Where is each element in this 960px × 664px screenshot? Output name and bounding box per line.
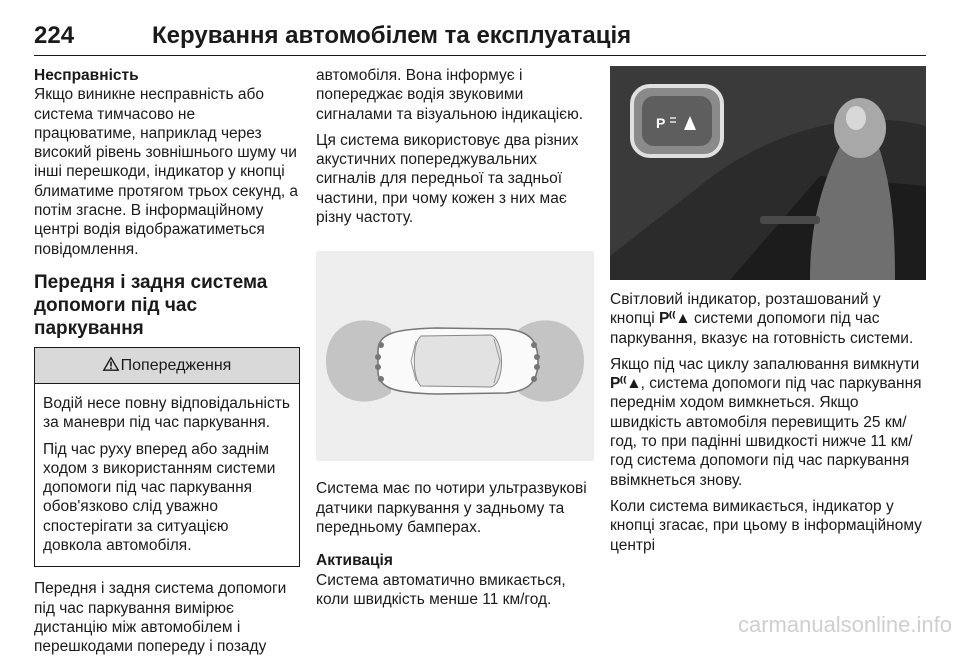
col2-text-2: Ця система використовує два різних акустичних попереджувальних сигналів для передньої та задньої частини, при чому кожен з них має різну частоту. (316, 131, 579, 227)
parking-assist-icon: P⁽⁽▲ (610, 375, 641, 393)
column-2 (316, 66, 594, 616)
col3-text-1a: Світловий індикатор, розташований у кнопці (610, 291, 881, 328)
page-number: 224 (34, 22, 75, 49)
fault-heading: Несправність (34, 67, 139, 84)
page-title: Керування автомобілем та експлуатація (152, 22, 632, 49)
activation-heading: Активація (316, 552, 393, 570)
col3-text-3: Коли система вимикається, індикатор у кнопці згасає, при цьому в інформаційному центрі (610, 497, 922, 554)
warning-box (34, 347, 300, 567)
watermark: carmanualsonline.info (737, 612, 952, 637)
col2-text-3: Система має по чотири ультразвукові датчики паркування у задньому та передньому бамперах. (316, 480, 587, 536)
fault-text: Якщо виникне несправність або система тимчасово не працюватиме, наприклад через високий рівень зовнішнього шуму чи інші перешкоди, індикатор у кнопці блиматиме протягом трьох секунд, а потім згасне. В інформаційному центрі водія відображатиметься повідомлення. (34, 86, 299, 258)
parking-assist-icon: P⁽⁽▲ (659, 310, 690, 328)
col3-text-1b: системи допомоги під час паркування, вказує на готовність системи. (610, 310, 914, 347)
column-1 (34, 66, 300, 664)
page-header (34, 20, 926, 56)
parking-button-photo (610, 66, 926, 280)
warning-triangle-icon (103, 348, 119, 384)
svg-text:P: P (656, 115, 666, 131)
warning-title: Попередження (120, 356, 232, 374)
col2-text-1: автомобіля. Вона інформує і попереджає водія звуковими сигналами та візуальною індикацією. (316, 67, 584, 123)
warning-header (35, 348, 299, 384)
col3-text-2a: Якщо під час циклу запалювання вимкнути (610, 355, 920, 373)
activation-text: Система автоматично вмикається, коли швидкість менше 11 км/год. (316, 571, 566, 608)
section-heading: Передня і задня система допомоги під час паркування (34, 271, 268, 339)
col3-text-2b: , система допомоги під час паркування переднім ходом вимкнеться. Якщо швидкість автомобіля перевищить 25 км/год, то при падінні швидкості нижче 11 км/год система допомоги під час паркування ввімкнеться знову. (610, 375, 922, 489)
parking-sensors-illustration (316, 251, 594, 461)
column-3 (610, 66, 926, 562)
after-warning-text: Передня і задня система допомоги під час паркування вимірює дистанцію між автомобілем і перешкодами попереду і позаду (34, 580, 287, 656)
warning-text-2: Під час руху вперед або заднім ходом з використанням системи допомоги під час паркування обов'язково слід уважно спостерігати за ситуацією довкола автомобіля. (43, 440, 276, 555)
warning-text-1: Водій несе повну відповідальність за маневри під час паркування. (43, 394, 290, 432)
